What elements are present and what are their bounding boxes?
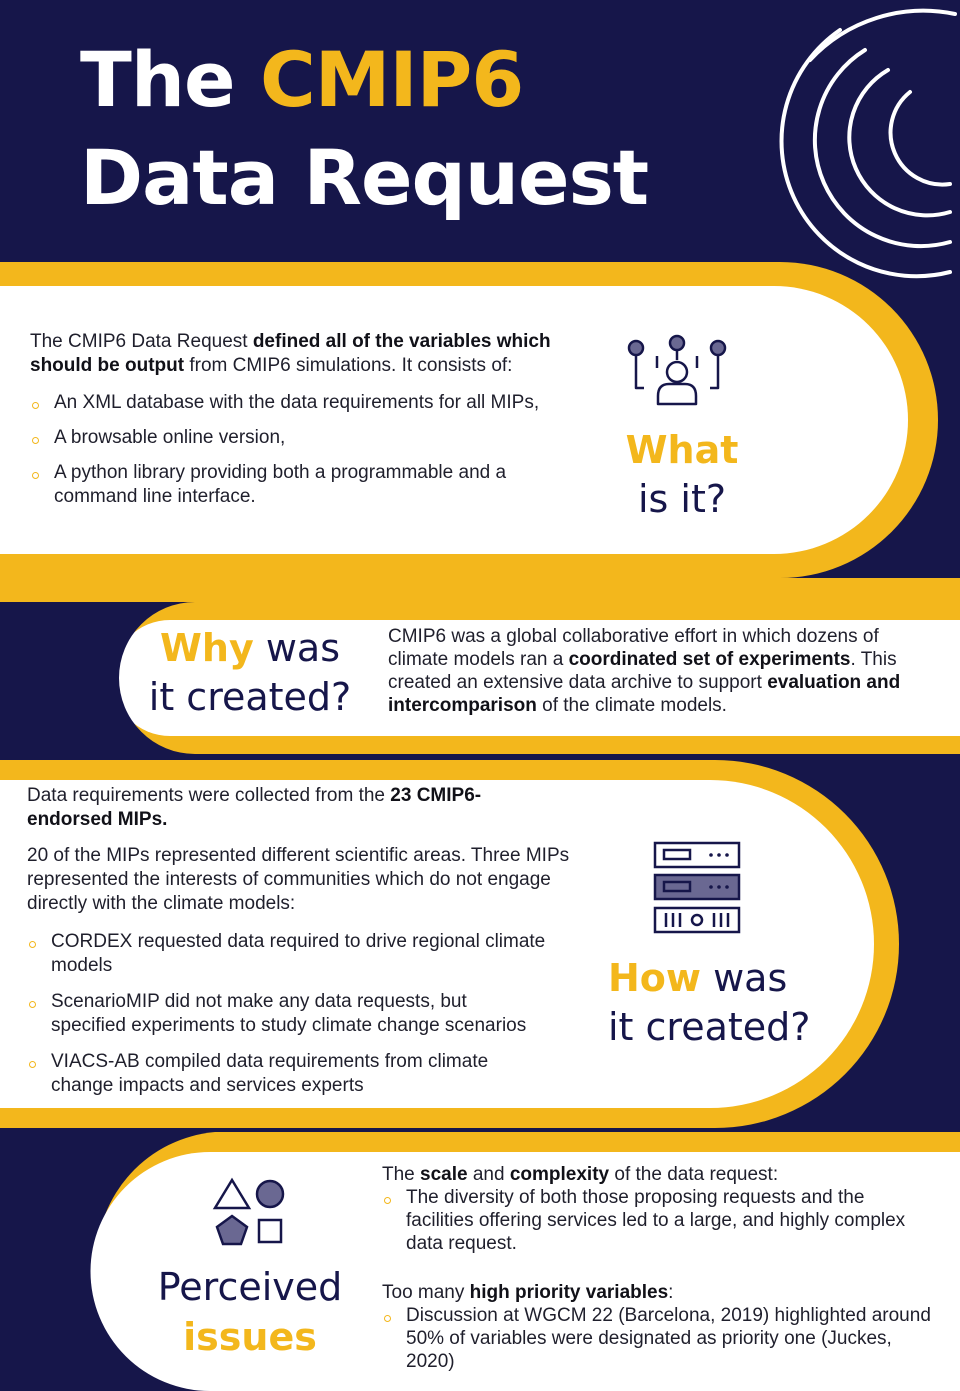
issues-priority-item: Discussion at WGCM 22 (Barcelona, 2019) highlighted around 50% of variables were designated as priority one (Juckes, 2020) — [382, 1304, 942, 1373]
what-list-item: A python library providing both a programmable and a command line interface. — [30, 461, 590, 509]
issues-p1-bold-1: scale — [420, 1164, 468, 1185]
how-heading-was: was — [701, 956, 788, 1000]
title-line-2: Data Request — [80, 133, 649, 222]
issues-scale — [382, 1163, 932, 1255]
why-heading-accent: Why — [160, 626, 254, 670]
people-network-icon — [622, 334, 732, 412]
how-p2: 20 of the MIPs represented different scientific areas. Three MIPs represented the interests of communities which do not engage directly with the climate models: — [27, 845, 570, 914]
issues-scale-heading — [382, 1163, 932, 1186]
how-heading-accent: How — [608, 956, 702, 1000]
issues-priority-heading — [382, 1281, 942, 1304]
server-rack-icon — [652, 840, 742, 936]
issues-scale-list — [382, 1186, 932, 1255]
issues-priority — [382, 1281, 942, 1373]
why-text-bold-2: evaluation and intercomparison — [388, 672, 901, 716]
how-p1 — [27, 784, 547, 832]
what-intro-part-1: The CMIP6 Data Request — [30, 331, 253, 352]
issues-p2-part-1: Too many — [382, 1282, 470, 1303]
why-text-part-1: CMIP6 was a global collaborative effort in which dozens of climate models ran a — [388, 626, 879, 670]
issues-p1-bold-2: complexity — [509, 1164, 610, 1185]
shapes-icon — [212, 1176, 292, 1248]
what-intro-part-2: from CMIP6 simulations. It consists of: — [184, 355, 513, 376]
title-word-the: The — [80, 35, 235, 124]
how-p1-bold: 23 CMIP6-endorsed MIPs. — [27, 785, 482, 830]
issues-heading-line-2: issues — [183, 1315, 317, 1359]
how-list-item: VIACS-AB compiled data requirements from climate change impacts and services experts — [27, 1050, 547, 1098]
issues-heading — [150, 1262, 350, 1362]
title-word-cmip6: CMIP6 — [259, 35, 524, 124]
issues-p1-part-2: and — [467, 1164, 510, 1185]
issues-p1-part-1: The — [382, 1164, 421, 1185]
how-list-item: CORDEX requested data required to drive regional climate models — [27, 930, 547, 978]
issues-p2-bold: high priority variables — [469, 1282, 669, 1303]
what-intro-bold: defined all of the variables which should be output — [30, 331, 551, 376]
how-p1-part-1: Data requirements were collected from the — [27, 785, 391, 806]
issues-priority-list — [382, 1304, 942, 1373]
what-list-item: An XML database with the data requirements for all MIPs, — [30, 391, 590, 415]
what-list-item: A browsable online version, — [30, 426, 590, 450]
how-heading-line-2: it created? — [608, 1005, 811, 1049]
title-line-1 — [80, 35, 524, 124]
how-heading — [608, 954, 868, 1052]
what-list — [30, 391, 590, 509]
issues-p2-part-2: : — [668, 1282, 674, 1303]
what-intro — [30, 330, 590, 378]
how-list-item: ScenarioMIP did not make any data requests, but specified experiments to study climate change scenarios — [27, 990, 547, 1038]
why-heading — [140, 624, 360, 722]
why-heading-line-2: it created? — [148, 675, 352, 719]
why-text-part-3: of the climate models. — [536, 695, 727, 716]
why-text-bold-1: coordinated set of experiments — [568, 649, 851, 670]
why-text-part-2: . This created an extensive data archive to support — [388, 649, 897, 693]
what-heading — [582, 426, 782, 524]
issues-p1-part-3: of the data request: — [609, 1164, 779, 1185]
swirl-decoration — [770, 0, 960, 280]
why-heading-was: was — [253, 626, 340, 670]
why-text — [388, 625, 938, 717]
what-heading-accent: What — [625, 428, 739, 472]
issues-scale-item: The diversity of both those proposing requests and the facilities offering services led to a large, and highly complex data request. — [382, 1186, 932, 1255]
how-list — [27, 930, 547, 1098]
issues-heading-line-1: Perceived — [157, 1265, 343, 1309]
what-heading-rest: is it? — [637, 477, 727, 521]
